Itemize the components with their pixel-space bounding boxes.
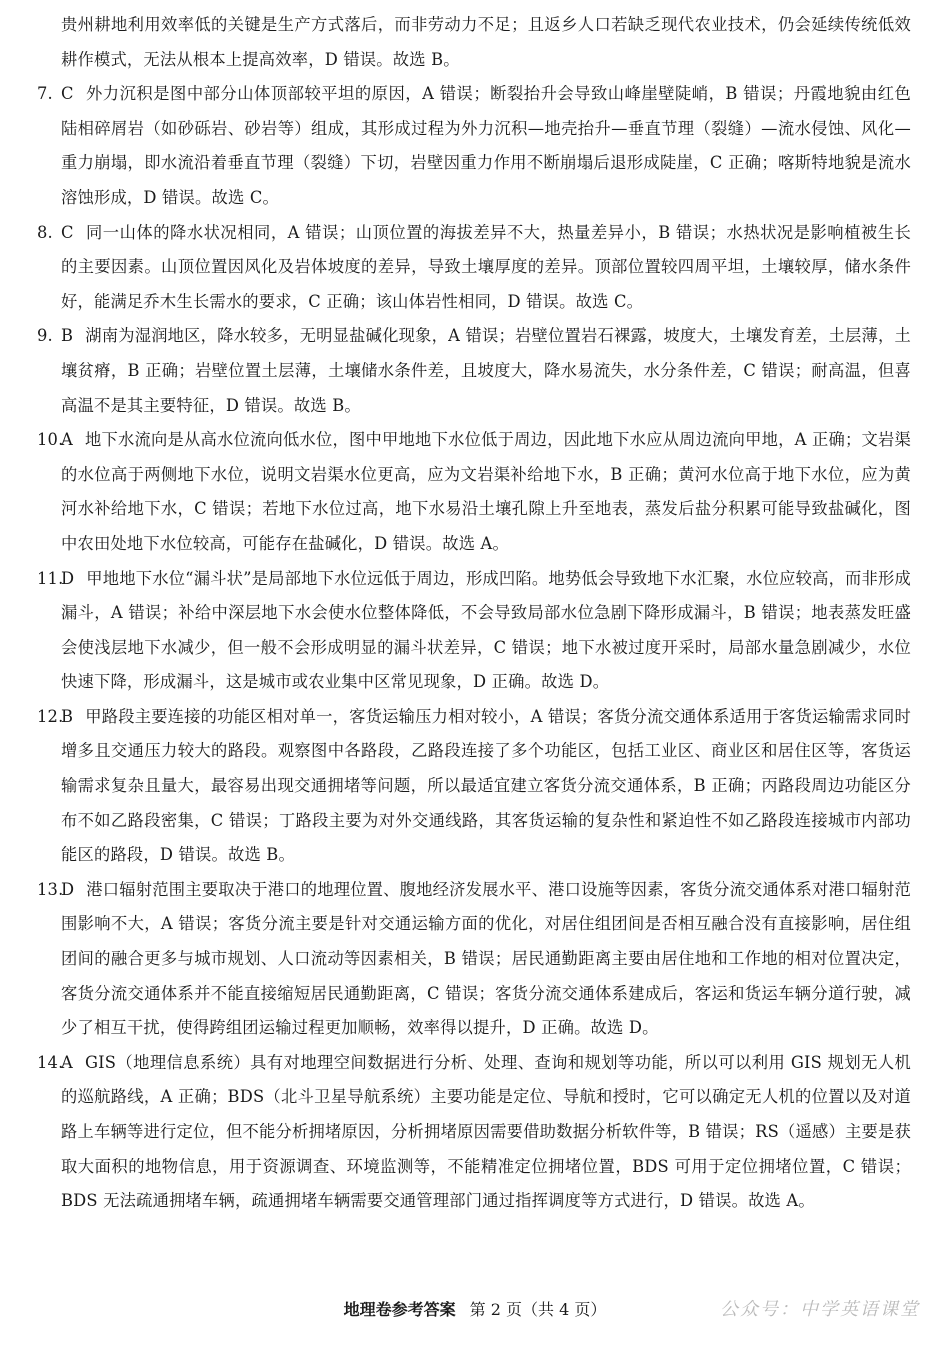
answer-item-13: [37, 873, 911, 1046]
item-number: 13.: [37, 879, 64, 899]
answer-item-10: [37, 423, 911, 561]
item-number: 8.: [37, 222, 53, 242]
answer-item-9: [37, 319, 911, 423]
item-answer: B: [61, 326, 74, 346]
answer-item-11: [37, 562, 911, 700]
item-answer: C: [61, 84, 74, 104]
item-explanation: GIS（地理信息系统）具有对地理空间数据进行分析、处理、查询和规划等功能，所以可以利用 GIS 规划无人机的巡航路线，A 正确；BDS（北斗卫星导航系统）主要功能是定位、导航和授时，它可以确定无人机的位置以及对道路上车辆等进行定位，但不能分析拥堵原因，分析拥堵原因需要借助数据分析软件等，B 错误；RS（遥感）主要是获取大面积的地物信息，用于资源调查、环境监测等，不能精准定位拥堵位置，BDS 可用于定位拥堵位置，C 错误；BDS 无法疏通拥堵车辆，疏通拥堵车辆需要交通管理部门通过指挥调度等方式进行，D 错误。故选 A。: [61, 1052, 911, 1211]
item-number: 7.: [37, 84, 53, 104]
item-explanation: 湖南为湿润地区，降水较多，无明显盐碱化现象，A 错误；岩壁位置岩石裸露，坡度大，土壤发育差，土层薄，土壤贫瘠，B 正确；岩壁位置土层薄，土壤储水条件差，且坡度大，降水易流失，水分条件差，C 错误；耐高温，但喜高温不是其主要特征，D 错误。故选 B。: [61, 326, 911, 415]
item-answer: D: [61, 879, 75, 899]
answer-item-8: [37, 216, 911, 320]
intro-paragraph: 贵州耕地利用效率低的关键是生产方式落后，而非劳动力不足；且返乡人口若缺乏现代农业技术，仍会延续传统低效耕作模式，无法从根本上提高效率，D 错误。故选 B。: [61, 15, 911, 69]
answer-item-7: [37, 77, 911, 215]
item-number: 12.: [37, 706, 64, 726]
watermark: 公众号：中学英语课堂: [720, 1299, 920, 1320]
answer-item-14: [37, 1046, 911, 1219]
answer-item-12: [37, 700, 911, 873]
item-number: 14.: [37, 1052, 64, 1072]
item-answer: A: [61, 1052, 73, 1072]
item-number: 10.: [37, 430, 64, 450]
page-number: 第 2 页（共 4 页）: [469, 1300, 607, 1319]
item-answer: C: [61, 222, 74, 242]
item-number: 11.: [37, 568, 64, 588]
item-explanation: 甲路段主要连接的功能区相对单一，客货运输压力相对较小，A 错误；客货分流交通体系适用于客货运输需求同时增多且交通压力较大的路段。观察图中各路段，乙路段连接了多个功能区，包括工业区、商业区和居住区等，客货运输需求复杂且量大，最容易出现交通拥堵等问题，所以最适宜建立客货分流交通体系，B 正确；丙路段周边功能区分布不如乙路段密集，C 错误；丁路段主要为对外交通线路，其客货运输的复杂性和紧迫性不如乙路段连接城市内部功能区的路段，D 错误。故选 B。: [61, 706, 911, 865]
item-explanation: 甲地地下水位“漏斗状”是局部地下水位远低于周边，形成凹陷。地势低会导致地下水汇聚，水位应较高，而非形成漏斗，A 错误；补给中深层地下水会使水位整体降低，不会导致局部水位急剧下降形成漏斗，B 错误；地表蒸发旺盛会使浅层地下水减少，但一般不会形成明显的漏斗状差异，C 错误；地下水被过度开采时，局部水量急剧减少，水位快速下降，形成漏斗，这是城市或农业集中区常见现象，D 正确。故选 D。: [61, 568, 911, 692]
item-explanation: 同一山体的降水状况相同，A 错误；山顶位置的海拔差异不大，热量差异小，B 错误；水热状况是影响植被生长的主要因素。山顶位置因风化及岩体坡度的差异，导致土壤厚度的差异。顶部位置较四周平坦，土壤较厚，储水条件好，能满足乔木生长需水的要求，C 正确；该山体岩性相同，D 错误。故选 C。: [61, 222, 911, 311]
item-answer: D: [61, 568, 75, 588]
item-explanation: 外力沉积是图中部分山体顶部较平坦的原因，A 错误；断裂抬升会导致山峰崖壁陡峭，B 错误；丹霞地貌由红色陆相碎屑岩（如砂砾岩、砂岩等）组成，其形成过程为外力沉积—地壳抬升—垂直节理（裂缝）—流水侵蚀、风化—重力崩塌，即水流沿着垂直节理（裂缝）下切，岩壁因重力作用不断崩塌后退形成陡崖，C 正确；喀斯特地貌是流水溶蚀形成，D 错误。故选 C。: [61, 84, 911, 207]
item-number: 9.: [37, 326, 53, 346]
item-explanation: 港口辐射范围主要取决于港口的地理位置、腹地经济发展水平、港口设施等因素，客货分流交通体系对港口辐射范围影响不大，A 错误；客货分流主要是针对交通运输方面的优化，对居住组团间是否相互融合没有直接影响，居住组团间的融合更多与城市规划、人口流动等因素相关，B 错误；居民通勤距离主要由居住地和工作地的相对位置决定，客货分流交通体系并不能直接缩短居民通勤距离，C 错误；客货分流交通体系建成后，客运和货运车辆分道行驶，减少了相互干扰，使得跨组团运输过程更加顺畅，效率得以提升，D 正确。故选 D。: [61, 879, 911, 1038]
footer-title: 地理卷参考答案: [343, 1300, 456, 1319]
answer-content: [37, 8, 911, 1219]
item-answer: A: [61, 430, 73, 450]
item-answer: B: [61, 706, 74, 726]
item-explanation: 地下水流向是从高水位流向低水位，图中甲地地下水位低于周边，因此地下水应从周边流向甲地，A 正确；文岩渠的水位高于两侧地下水位，说明文岩渠水位更高，应为文岩渠补给地下水，B 正确；黄河水位高于地下水位，应为黄河水补给地下水，C 错误；若地下水位过高，地下水易沿土壤孔隙上升至地表，蒸发后盐分积累可能导致盐碱化，图中农田处地下水位较高，可能存在盐碱化，D 错误。故选 A。: [61, 430, 911, 553]
